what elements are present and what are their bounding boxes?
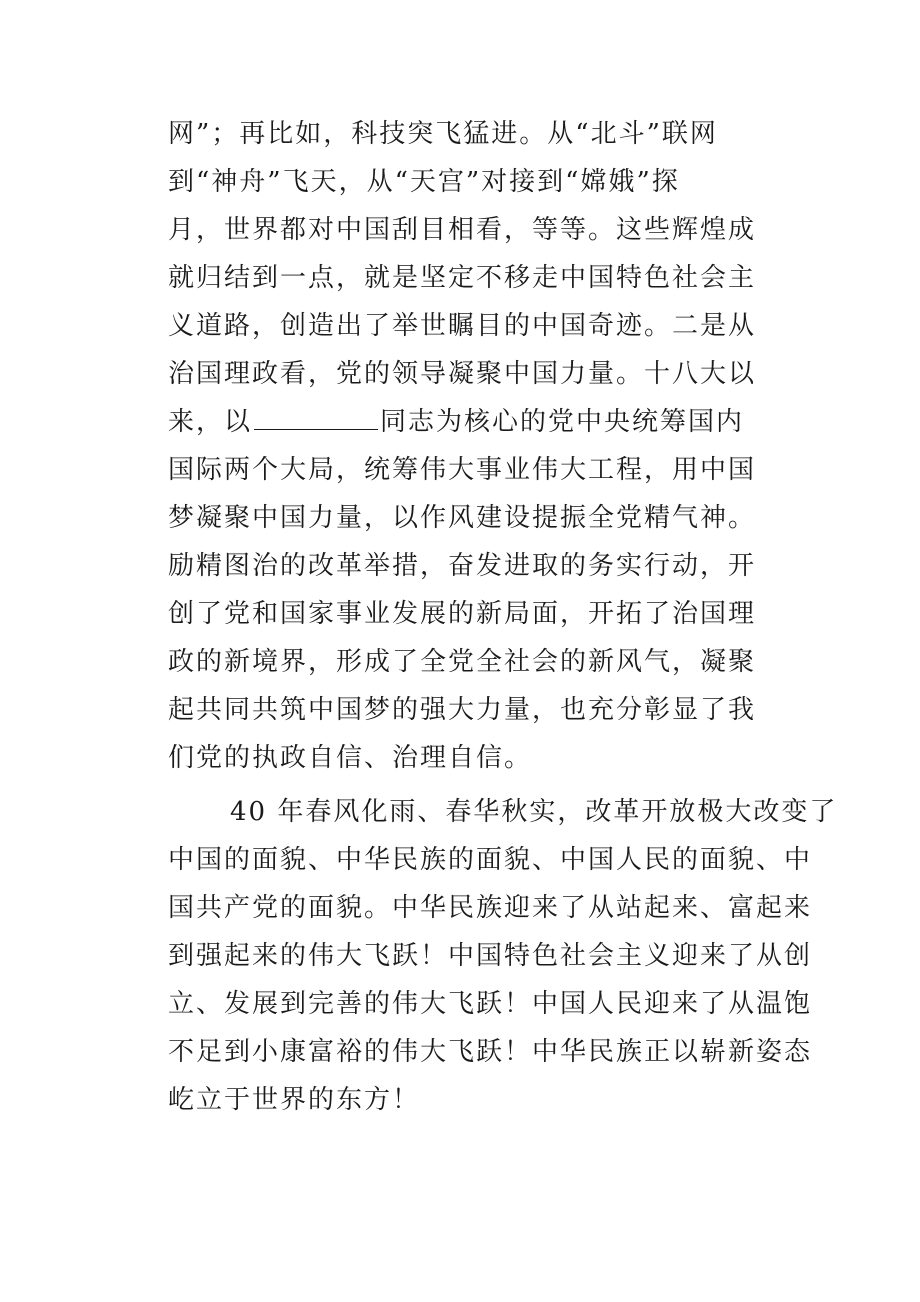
text-line: 起共同共筑中国梦的强大力量，也充分彰显了我 <box>168 695 757 725</box>
text-line: 立、发展到完善的伟大飞跃！中国人民迎来了从温饱 <box>168 989 813 1019</box>
paragraph-first-line: 40 年春风化雨、春华秋实，改革开放极大改变了 <box>230 797 838 827</box>
text-line: 到强起来的伟大飞跃！中国特色社会主义迎来了从创 <box>168 941 813 971</box>
fill-in-blank <box>254 409 378 430</box>
text-after-blank: 同志为核心的党中央统筹国内 <box>380 407 745 437</box>
text-line: 月，世界都对中国刮目相看，等等。这些辉煌成 <box>168 215 757 245</box>
text-line: 国际两个大局，统筹伟大事业伟大工程，用中国 <box>168 455 757 485</box>
text-line: 到“神舟”飞天，从“天宫”对接到“嫦娥”探 <box>168 167 680 197</box>
text-line: 不足到小康富裕的伟大飞跃！中华民族正以崭新姿态 <box>168 1037 813 1067</box>
text-line: 屹立于世界的东方！ <box>168 1085 421 1115</box>
text-before-blank: 来，以 <box>168 407 253 437</box>
text-line: 中国的面貌、中华民族的面貌、中国人民的面貌、中 <box>168 845 813 875</box>
text-line: 国共产党的面貌。中华民族迎来了从站起来、富起来 <box>168 893 813 923</box>
text-line: 创了党和国家事业发展的新局面，开拓了治国理 <box>168 599 757 629</box>
text-line: 治国理政看，党的领导凝聚中国力量。十八大以 <box>168 359 757 389</box>
text-line: 梦凝聚中国力量，以作风建设提振全党精气神。 <box>168 503 757 533</box>
text-line: 网”；再比如，科技突飞猛进。从“北斗”联网 <box>168 119 718 149</box>
text-line-with-blank <box>168 404 744 440</box>
text-line: 政的新境界，形成了全党全社会的新风气，凝聚 <box>168 647 757 677</box>
text-line: 就归结到一点，就是坚定不移走中国特色社会主 <box>168 263 757 293</box>
text-line: 义道路，创造出了举世瞩目的中国奇迹。二是从 <box>168 311 757 341</box>
text-line: 励精图治的改革举措，奋发进取的务实行动，开 <box>168 551 757 581</box>
text-line: 们党的执政自信、治理自信。 <box>168 743 533 773</box>
